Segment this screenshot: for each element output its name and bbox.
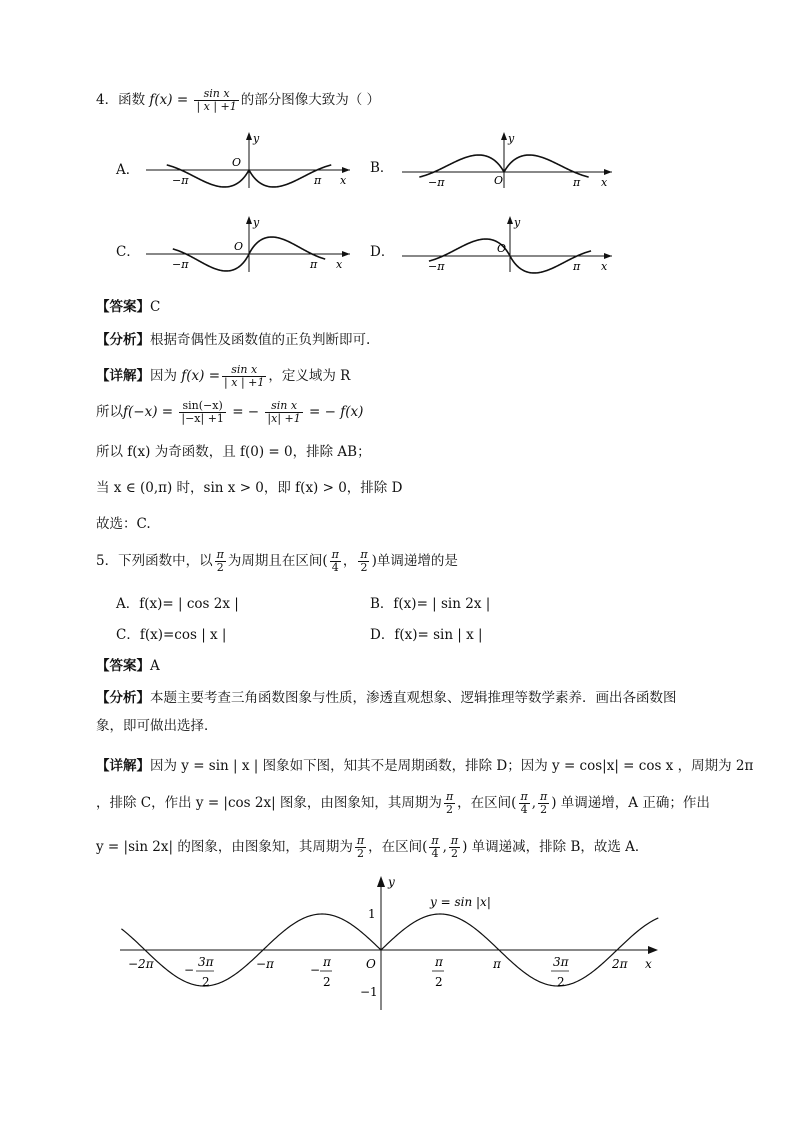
svg-text:O: O	[232, 156, 242, 169]
svg-text:−π: −π	[172, 258, 189, 271]
option-5b: B．f(x)= | sin 2x |	[370, 596, 491, 612]
svg-text:3π: 3π	[198, 955, 214, 969]
detail-4-line1: 【详解】因为 f(x) = $\frac{\text{sin x}}{| x | +1}$ ，定义域为 R	[96, 363, 351, 389]
svg-text:−1: −1	[360, 985, 378, 999]
option-5d: D．f(x)= sin | x |	[370, 627, 483, 643]
svg-text:π: π	[310, 258, 318, 271]
q4-fraction: $\frac{\text{sin x}}{| x | +1}$	[196, 87, 237, 113]
svg-text:1: 1	[368, 907, 376, 921]
svg-text:O: O	[497, 242, 507, 255]
graph-b	[398, 128, 618, 190]
svg-text:−π: −π	[428, 176, 445, 189]
detail-5-line1: 【详解】因为 y = sin | x | 图象如下图，知其不是周期函数，排除 D；因为 y = cos|x| = cos x ，周期为 2π	[96, 758, 754, 774]
detail-4-line2: 所以f(−x) = $\frac{\sin(-x)}{|-x| +1}$ = − $\frac{\text{sin x}}{|x| +1}$ = − f(x)	[96, 399, 364, 425]
svg-text:x: x	[645, 957, 652, 971]
svg-text:y = sin |x|: y = sin |x|	[430, 895, 491, 909]
analysis-5-line2: 象，即可做出选择．	[96, 718, 218, 734]
svg-text:π: π	[323, 955, 331, 969]
svg-text:x: x	[601, 260, 608, 273]
svg-text:π: π	[493, 957, 501, 971]
svg-text:2: 2	[557, 975, 565, 989]
option-5a: A．f(x)= | cos 2x |	[116, 596, 239, 612]
svg-text:x: x	[601, 176, 608, 189]
detail-4-line3: 所以 f(x) 为奇函数，且 f(0) = 0，排除 AB；	[96, 444, 371, 460]
detail-5-line2: ，排除 C，作出 y = |cos 2x| 图象，由图象知，其周期为 $\frac{\pi}{2}$ ，在区间( $\frac{\pi}{4}$ , $\frac{\pi}{2}$ ) 单调递增，A 正确；作出	[96, 790, 710, 816]
answer-4: 【答案】C	[96, 299, 161, 315]
svg-text:2: 2	[323, 975, 331, 989]
svg-text:π: π	[573, 260, 581, 273]
svg-text:3π: 3π	[553, 955, 569, 969]
svg-text:−π: −π	[428, 260, 445, 273]
svg-text:−: −	[184, 963, 195, 977]
detail-4-line4: 当 x ∈ (0,π) 时，sin x > 0，即 f(x) > 0，排除 D	[96, 480, 403, 496]
svg-text:y: y	[514, 216, 521, 229]
big-graph-sin-abs-x	[110, 870, 670, 1020]
svg-text:−2π: −2π	[128, 957, 154, 971]
svg-text:y: y	[253, 132, 260, 145]
graph-a	[140, 128, 355, 190]
q4-stem: 4．函数 f(x) = $\frac{\text{sin x}}{| x | +1}$ 的部分图像大致为（ ）	[96, 87, 381, 113]
svg-text:−π: −π	[256, 957, 274, 971]
svg-text:y: y	[388, 875, 395, 889]
svg-text:2π: 2π	[612, 957, 628, 971]
graph-d	[398, 212, 618, 274]
svg-text:O: O	[366, 957, 376, 971]
q5-stem: 5．下列函数中，以 $\frac{\pi}{2}$ 为周期且在区间( $\frac{\pi}{4}$ ， $\frac{\pi}{2}$ )单调递增的是	[96, 548, 458, 574]
option-b-label: B．	[370, 160, 394, 176]
detail-4-line5: 故选：C.	[96, 516, 151, 532]
option-a-label: A．	[116, 162, 140, 178]
svg-text:−: −	[310, 963, 321, 977]
detail-5-line3: y = |sin 2x| 的图象，由图象知，其周期为 $\frac{\pi}{2}$ ，在区间( $\frac{\pi}{4}$ , $\frac{\pi}{2}$ ) 单调递减，排除 B，故选 A．	[96, 834, 649, 860]
svg-text:O: O	[494, 174, 504, 187]
svg-text:2: 2	[435, 975, 443, 989]
svg-text:y: y	[253, 216, 260, 229]
svg-text:2: 2	[202, 975, 210, 989]
svg-text:π: π	[435, 955, 443, 969]
option-c-label: C．	[116, 244, 140, 260]
option-d-label: D．	[370, 244, 395, 260]
svg-text:−π: −π	[172, 174, 189, 187]
answer-5: 【答案】A	[96, 658, 160, 674]
svg-text:x: x	[340, 174, 347, 187]
graph-c	[140, 212, 355, 274]
option-5c: C．f(x)=cos | x |	[116, 627, 227, 643]
svg-text:x: x	[336, 258, 343, 271]
svg-text:π: π	[573, 176, 581, 189]
analysis-4: 【分析】根据奇偶性及函数值的正负判断即可.	[96, 332, 371, 348]
svg-text:O: O	[234, 240, 244, 253]
svg-text:y: y	[508, 132, 515, 145]
analysis-5-line1: 【分析】本题主要考查三角函数图象与性质，渗透直观想象、逻辑推理等数学素养．画出各函数图	[96, 690, 677, 706]
svg-text:π: π	[314, 174, 322, 187]
